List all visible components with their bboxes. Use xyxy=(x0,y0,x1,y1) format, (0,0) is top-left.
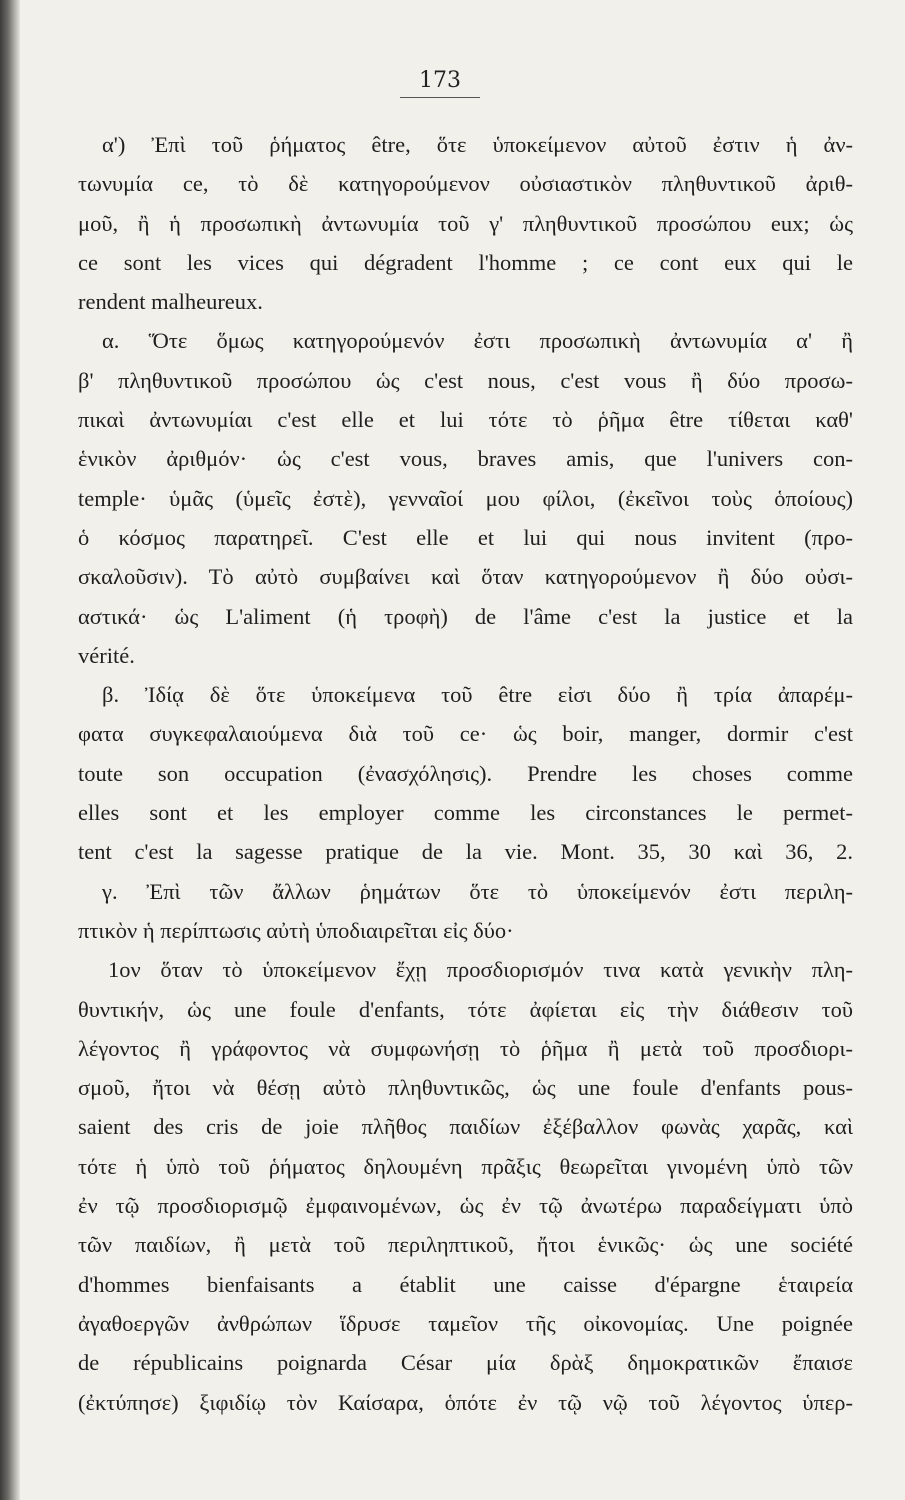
page-body-text xyxy=(78,125,853,1422)
text-line: ὁ κόσμος παρατηρεῖ. C'est elle et lui qui nous invitent (προ- xyxy=(78,524,853,550)
text-line: elles sont et les employer comme les circonstances le permet- xyxy=(78,800,853,826)
text-line: (ἐκτύπησε) ξιφιδίῳ τὸν Καίσαρα, ὁπότε ἐν τῷ νῷ τοῦ λέγοντος ὑπερ- xyxy=(78,1389,853,1415)
text-line: vérité. xyxy=(78,642,135,668)
text-line: μοῦ, ἢ ἡ προσωπικὴ ἀντωνυμία τοῦ γ' πληθυντικοῦ προσώπου eux; ὡς xyxy=(78,210,853,236)
text-line: α') Ἐπὶ τοῦ ῥήματος être, ὅτε ὑποκείμενον αὐτοῦ ἐστιν ἡ ἀν- xyxy=(102,132,853,157)
text-line: θυντικήν, ὡς une foule d'enfants, τότε ἀφίεται εἰς τὴν διάθεσιν τοῦ xyxy=(78,996,853,1022)
text-line: β' πληθυντικοῦ προσώπου ὡς c'est nous, c'est vous ἢ δύο προσω- xyxy=(78,367,853,393)
text-line: 1ον ὅταν τὸ ὑποκείμενον ἔχῃ προσδιορισμόν τινα κατὰ γενικὴν πλη- xyxy=(108,957,853,983)
text-line: ce sont les vices qui dégradent l'homme ; ce cont eux qui le xyxy=(78,249,853,275)
text-line: τῶν παιδίων, ἢ μετὰ τοῦ περιληπτικοῦ, ἤτοι ἑνικῶς· ὡς une société xyxy=(78,1232,853,1258)
text-line: γ. Ἐπὶ τῶν ἄλλων ῥημάτων ὅτε τὸ ὑποκείμενόν ἐστι περιλη- xyxy=(102,878,853,904)
text-line: rendent malheureux. xyxy=(78,289,263,315)
text-line: β. Ἰδίᾳ δὲ ὅτε ὑποκείμενα τοῦ être εἰσι δύο ἢ τρία ἀπαρέμ- xyxy=(102,682,853,708)
text-line: τωνυμία ce, τὸ δὲ κατηγορούμενον οὐσιαστικὸν πληθυντικοῦ ἀριθ- xyxy=(78,171,853,197)
text-line: saient des cris de joie πλῆθος παιδίων ἐξέβαλλον φωνὰς χαρᾶς, καὶ xyxy=(78,1114,853,1140)
text-line: d'hommes bienfaisants a établit une caisse d'épargne ἑταιρεία xyxy=(78,1271,853,1297)
text-line: α. Ὅτε ὅμως κατηγορούμενόν ἐστι προσωπικὴ ἀντωνυμία α' ἢ xyxy=(102,328,853,354)
text-line: toute son occupation (ἐνασχόλησις). Prendre les choses comme xyxy=(78,760,853,786)
text-line: σκαλοῦσιν). Τὸ αὐτὸ συμβαίνει καὶ ὅταν κατηγορούμενον ἢ δύο οὐσι- xyxy=(78,564,853,590)
text-line: ἐν τῷ προσδιορισμῷ ἐμφαινομένων, ὡς ἐν τῷ ἀνωτέρω παραδείγματι ὑπὸ xyxy=(78,1193,853,1219)
text-line: tent c'est la sagesse pratique de la vie. Mont. 35, 30 καὶ 36, 2. xyxy=(78,839,853,865)
text-line: ἀγαθοεργῶν ἀνθρώπων ἵδρυσε ταμεῖον τῆς οἰκονομίας. Une poignée xyxy=(78,1310,853,1336)
text-line: de républicains poignarda César μία δρὰξ δημοκρατικῶν ἔπαισε xyxy=(78,1350,853,1376)
book-page xyxy=(20,0,905,1500)
text-line: αστικά· ὡς L'aliment (ἡ τροφὴ) de l'âme c'est la justice et la xyxy=(78,603,853,629)
text-line: πτικὸν ἡ περίπτωσις αὐτὴ ὑποδιαιρεῖται εἰς δύο· xyxy=(78,917,514,943)
text-line: φατα συγκεφαλαιούμενα διὰ τοῦ ce· ὡς boir, manger, dormir c'est xyxy=(78,721,853,747)
text-line: πικαὶ ἀντωνυμίαι c'est elle et lui τότε τὸ ῥῆμα être τίθεται καθ' xyxy=(78,407,853,433)
text-line: ἑνικὸν ἀριθμόν· ὡς c'est vous, braves amis, que l'univers con- xyxy=(78,446,853,472)
page-number: 173 xyxy=(400,68,480,98)
text-line: λέγοντος ἢ γράφοντος νὰ συμφωνήσῃ τὸ ῥῆμα ἢ μετὰ τοῦ προσδιορι- xyxy=(78,1035,853,1061)
text-line: τότε ἡ ὑπὸ τοῦ ῥήματος δηλουμένη πρᾶξις θεωρεῖται γινομένη ὑπὸ τῶν xyxy=(78,1153,853,1179)
book-binding-shadow xyxy=(0,0,20,1500)
text-line: temple· ὑμᾶς (ὑμεῖς ἐστὲ), γενναῖοί μου φίλοι, (ἐκεῖνοι τοὺς ὁποίους) xyxy=(78,485,853,511)
text-line: σμοῦ, ἤτοι νὰ θέσῃ αὐτὸ πληθυντικῶς, ὡς une foule d'enfants pous- xyxy=(78,1075,853,1101)
